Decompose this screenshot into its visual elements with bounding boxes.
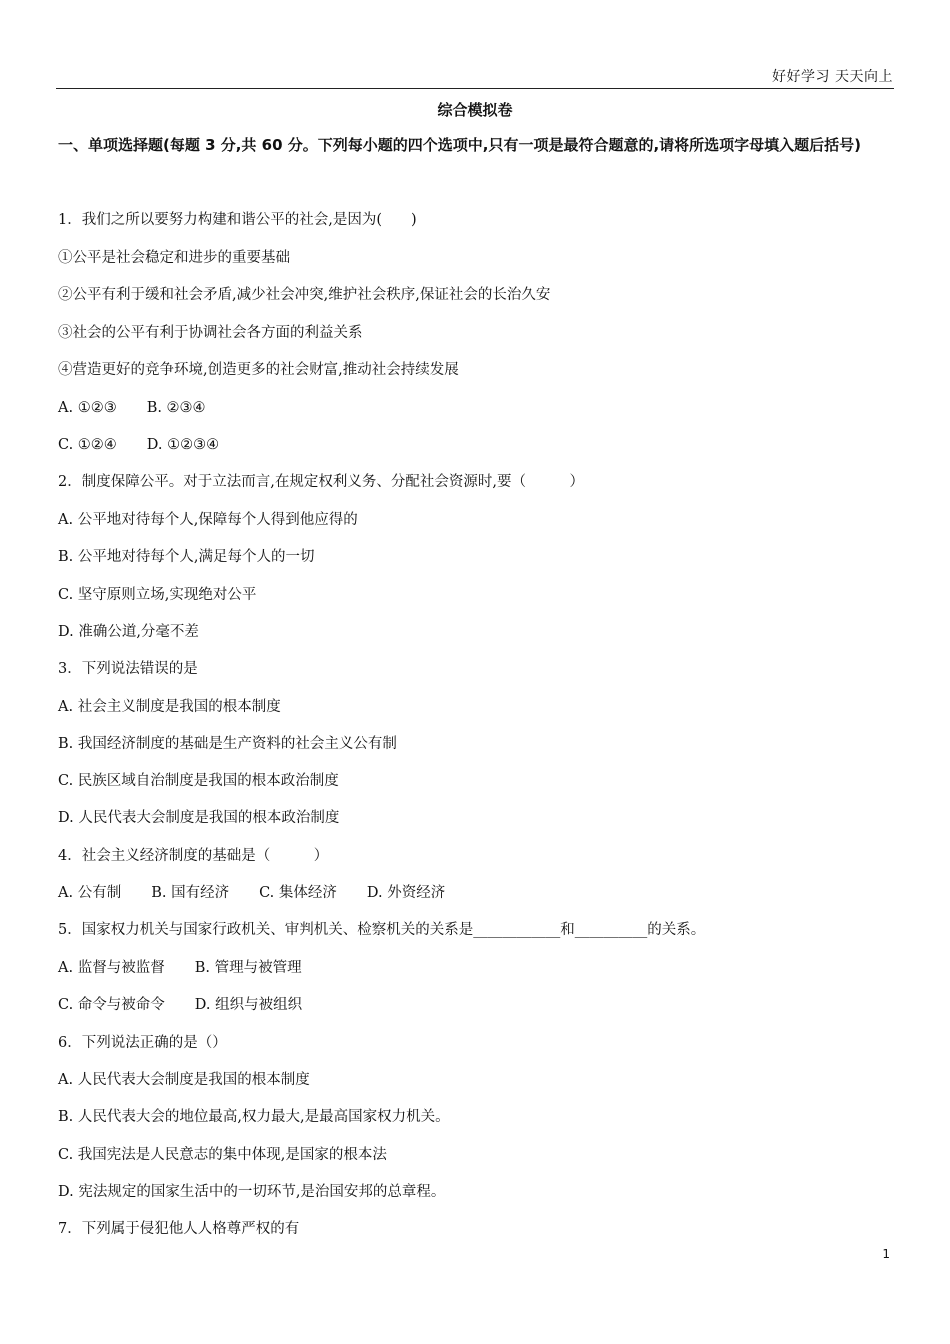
q1-stem: 1．我们之所以要努力构建和谐公平的社会,是因为( ) (58, 212, 417, 228)
q5-option-d: D. 组织与被组织 (194, 997, 303, 1013)
q5-option-c: C. 命令与被命令 (58, 997, 165, 1013)
q6-option-d: D. 宪法规定的国家生活中的一切环节,是治国安邦的总章程。 (58, 1184, 446, 1200)
q3-option-d: D. 人民代表大会制度是我国的根本政治制度 (58, 810, 340, 826)
q2-option-c: C. 坚守原则立场,实现绝对公平 (58, 587, 257, 603)
q5-options-row-2 (58, 995, 302, 1015)
q4-options-row (58, 883, 445, 903)
q1-options-row-2 (58, 435, 219, 455)
q4-option-a: A. 公有制 (58, 885, 122, 901)
q3-option-c: C. 民族区域自治制度是我国的根本政治制度 (58, 773, 339, 789)
header-divider (56, 88, 894, 89)
q1-option-d: D. ①②③④ (146, 437, 220, 453)
q3-stem: 3．下列说法错误的是 (58, 661, 198, 677)
q4-option-c: C. 集体经济 (259, 885, 337, 901)
q2-option-d: D. 准确公道,分毫不差 (58, 624, 199, 640)
q1-statement-1: ①公平是社会稳定和进步的重要基础 (58, 250, 290, 266)
q7-stem: 7．下列属于侵犯他人人格尊严权的有 (58, 1221, 300, 1237)
section-heading: 一、单项选择题(每题 3 分,共 60 分。下列每小题的四个选项中,只有一项是最符合题意的,请将所选项字母填入题后括号) (58, 136, 862, 154)
q6-option-c: C. 我国宪法是人民意志的集中体现,是国家的根本法 (58, 1147, 387, 1163)
q5-options-row-1 (58, 958, 302, 978)
q1-statement-3: ③社会的公平有利于协调社会各方面的利益关系 (58, 325, 363, 341)
q2-option-a: A. 公平地对待每个人,保障每个人得到他应得的 (58, 512, 358, 528)
q4-option-d: D. 外资经济 (366, 885, 446, 901)
q5-option-b: B. 管理与被管理 (194, 960, 302, 976)
page-number: 1 (882, 1247, 890, 1261)
q6-stem: 6．下列说法正确的是（） (58, 1035, 227, 1051)
q1-option-b: B. ②③④ (146, 400, 206, 416)
q5-option-a: A. 监督与被监督 (58, 960, 165, 976)
q5-stem: 5．国家权力机关与国家行政机关、审判机关、检察机关的关系是____________和__________的关系。 (58, 922, 706, 938)
q6-option-b: B. 人民代表大会的地位最高,权力最大,是最高国家权力机关。 (58, 1109, 450, 1125)
q1-option-a: A. ①②③ (58, 400, 117, 416)
q4-stem: 4．社会主义经济制度的基础是（ ） (58, 848, 329, 864)
q3-option-a: A. 社会主义制度是我国的根本制度 (58, 699, 281, 715)
q4-option-b: B. 国有经济 (151, 885, 230, 901)
q1-options-row-1 (58, 398, 206, 418)
q1-option-c: C. ①②④ (58, 437, 117, 453)
page-title: 综合模拟卷 (437, 101, 513, 119)
q2-stem: 2．制度保障公平。对于立法而言,在规定权利义务、分配社会资源时,要（ ） (58, 474, 584, 490)
q2-option-b: B. 公平地对待每个人,满足每个人的一切 (58, 549, 315, 565)
q1-statement-4: ④营造更好的竞争环境,创造更多的社会财富,推动社会持续发展 (58, 362, 459, 378)
q1-statement-2: ②公平有利于缓和社会矛盾,减少社会冲突,维护社会秩序,保证社会的长治久安 (58, 287, 551, 303)
q3-option-b: B. 我国经济制度的基础是生产资料的社会主义公有制 (58, 736, 397, 752)
q6-option-a: A. 人民代表大会制度是我国的根本制度 (58, 1072, 310, 1088)
header-slogan: 好好学习 天天向上 (772, 69, 893, 85)
